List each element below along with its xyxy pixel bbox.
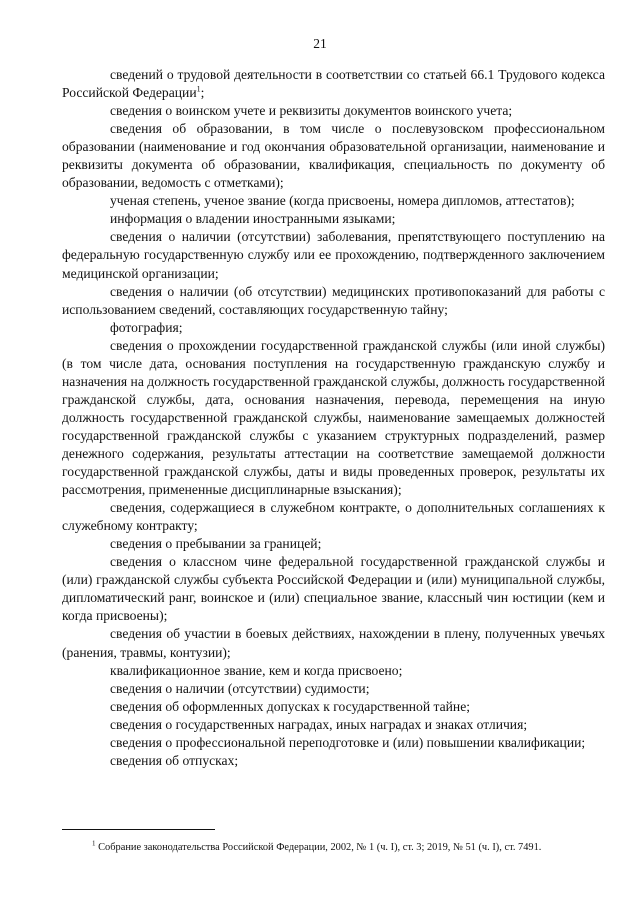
paragraph-medical-contraindications: сведения о наличии (об отсутствии) медицинских противопоказаний для работы с использованием сведений, составляющих государственную тайну; bbox=[62, 283, 605, 317]
footnote bbox=[62, 840, 605, 856]
footnote-divider bbox=[62, 829, 215, 830]
paragraph-qualification-title: квалификационное звание, кем и когда присвоено; bbox=[110, 662, 403, 678]
page-number: 21 bbox=[313, 36, 327, 51]
paragraph-education: сведения об образовании, в том числе о послевузовском профессиональном образовании (наименование и год окончания образовательной организации, наименование и реквизиты документа об образовании, квалификация, специальность по документу об образовании, ведомость с отметками); bbox=[62, 121, 605, 191]
paragraph-tail: ; bbox=[200, 85, 205, 101]
paragraph-awards: сведения о государственных наградах, иных наградах и знаках отличия; bbox=[110, 716, 528, 732]
paragraph-class-rank: сведения о классном чине федеральной государственной гражданской службы и (или) гражданской службы субъекта Российской Федерации и (или) муниципальной службы, дипломатический ранг, воинское и (или) специальное звание, классный чин юстиции (кем и когда присвоены); bbox=[62, 554, 605, 624]
paragraph-text: сведений о трудовой деятельности в соответствии со статьей 66.1 Трудового кодекса Российской Федерации bbox=[62, 67, 605, 101]
footnote-text: Собрание законодательства Российской Федерации, 2002, № 1 (ч. I), ст. 3; 2019, № 51 (ч. I), ст. 7491. bbox=[98, 842, 542, 853]
paragraph-foreign-languages: информация о владении иностранными языками; bbox=[110, 211, 396, 227]
paragraph-service-contract: сведения, содержащиеся в служебном контракте, о дополнительных соглашениях к служебному контракту; bbox=[62, 500, 605, 534]
footnote-marker: 1 bbox=[92, 839, 96, 848]
paragraph-academic-degree: ученая степень, ученое звание (когда присвоены, номера дипломов, аттестатов); bbox=[110, 193, 575, 209]
paragraph-disease: сведения о наличии (отсутствии) заболевания, препятствующего поступлению на федеральную государственную службу или ее прохождению, подтвержденного заключением медицинской организации; bbox=[62, 229, 605, 281]
paragraph-secrecy-clearance: сведения об оформленных допусках к государственной тайне; bbox=[110, 698, 471, 714]
document-body bbox=[62, 66, 605, 770]
paragraph-vacations: сведения об отпусках; bbox=[110, 752, 239, 768]
paragraph-civil-service: сведения о прохождении государственной гражданской службы (или иной службы) (в том числе дата, основания поступления на государственную гражданскую службу и назначения на должность государственной гражданской службы, должность государственной гражданской службы, дата, основания назначения, перевода, перемещения на иную должность государственной гражданской службы, наименование замещаемых должностей государственной гражданской службы с указанием структурных подразделений, размер денежного содержания, результаты аттестации на соответствие замещаемой должности государственной гражданской службы, даты и виды проведенных проверок, результаты их рассмотрения, примененные дисциплинарные взыскания); bbox=[62, 337, 605, 498]
paragraph-abroad: сведения о пребывании за границей; bbox=[110, 536, 322, 552]
footnote-reference[interactable]: 1 bbox=[196, 84, 201, 94]
paragraph-retraining: сведения о профессиональной переподготовке и (или) повышении квалификации; bbox=[110, 734, 586, 750]
paragraph-photo: фотография; bbox=[110, 319, 183, 335]
paragraph-military-record: сведения о воинском учете и реквизиты документов воинского учета; bbox=[110, 103, 513, 119]
paragraph-labor-activity bbox=[62, 66, 605, 102]
paragraph-combat: сведения об участии в боевых действиях, нахождении в плену, полученных увечьях (ранения, травмы, контузии); bbox=[62, 626, 605, 660]
paragraph-criminal-record: сведения о наличии (отсутствии) судимости; bbox=[110, 680, 370, 696]
